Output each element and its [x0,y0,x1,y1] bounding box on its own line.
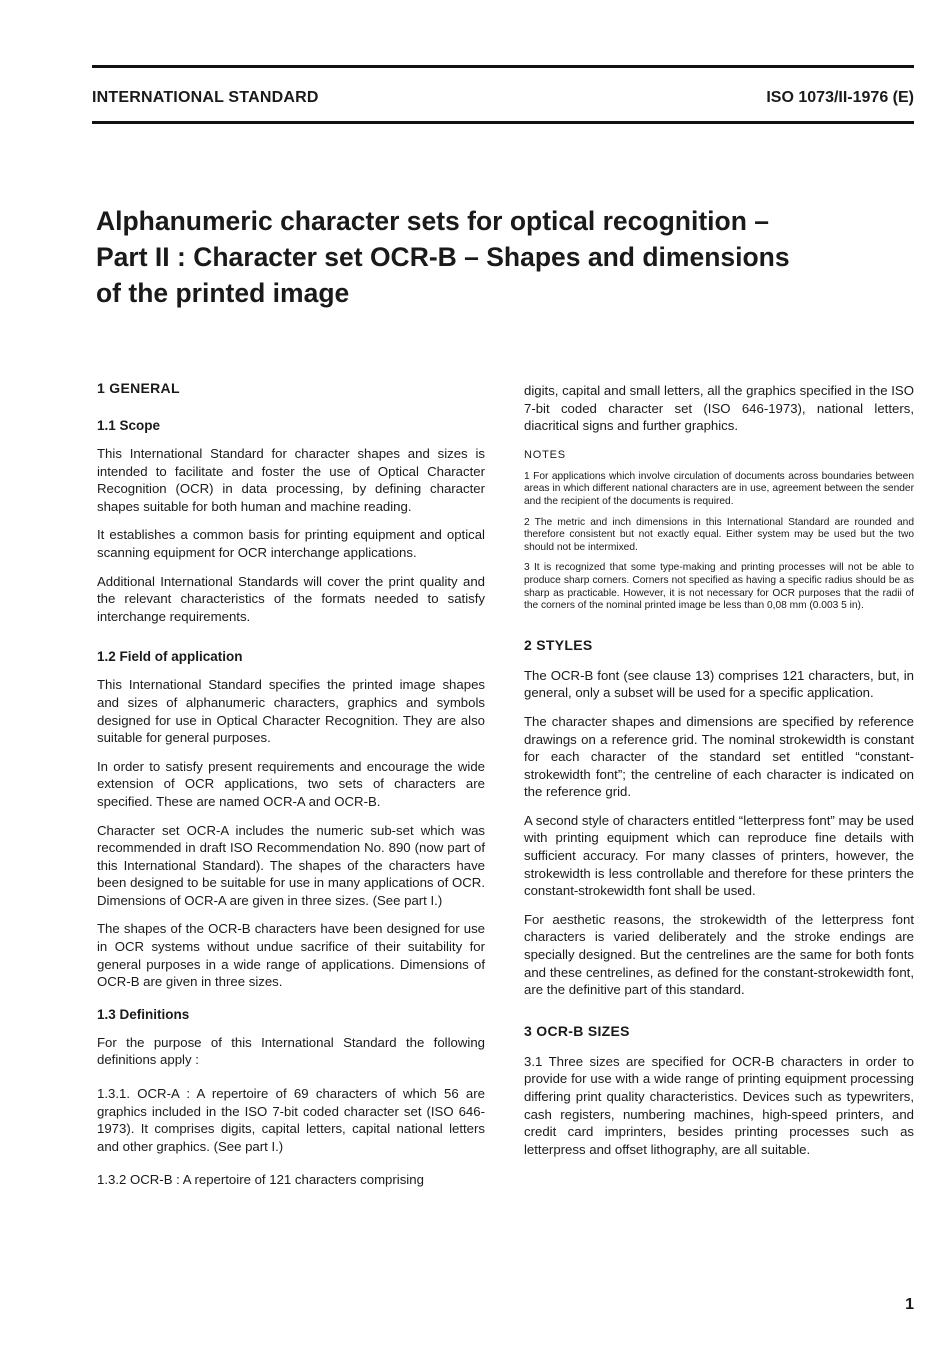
title-line-2: Part II : Character set OCR-B – Shapes and dimensions [96,242,790,272]
definition-ocr-a: 1.3.1. OCR-A : A repertoire of 69 characters of which 56 are graphics included in the ISO 7-bit coded character set (ISO 646-1973). It comprises digits, capital letters, capital national letters and other graphics. (See part I.) [97,1086,485,1154]
definitions-intro: For the purpose of this International Standard the following definitions apply : [97,1034,485,1068]
header-standard-label: INTERNATIONAL STANDARD [92,89,319,106]
section-1-3-heading: 1.3 Definitions [97,1006,190,1022]
left-column [97,380,485,1200]
page-number: 1 [905,1296,914,1313]
title-line-1: Alphanumeric character sets for optical recognition – [96,206,769,236]
section-1-2-heading: 1.2 Field of application [97,649,243,665]
scope-paragraph-3: Additional International Standards will cover the print quality and the relevant characteristics of the formats needed to satisfy interchange requirements. [97,573,485,624]
field-paragraph-4: The shapes of the OCR-B characters have been designed for use in OCR systems without undue sacrifice of their suitability for general purposes in a wide range of applications. Dimensions of OCR-B are given in three sizes. [97,921,485,990]
definition-ocr-b-continued: digits, capital and small letters, all the graphics specified in the ISO 7-bit coded character set (ISO 646-1973), national letters, diacritical signs and further graphics. [524,383,914,434]
sizes-paragraph-3-1: 3.1 Three sizes are specified for OCR-B characters in order to provide for use with a wide range of printing equipment processing differing print quality characteristics. Devices such as typewriters, cash registers, numbering machines, high-speed printers, and credit card imprinters, besides printing processes such as letterpress and offset lithography, are all suitable. [524,1053,914,1157]
styles-paragraph-3: A second style of characters entitled “letterpress font” may be used with printing equipment which can reproduce fine details with sufficient accuracy. For many classes of printers, however, the strokewidth is less controllable and therefore for these printers the constant-strokewidth font shall be used. [524,812,914,899]
section-3-heading: 3 OCR-B SIZES [524,1022,630,1039]
definition-ocr-b: 1.3.2 OCR-B : A repertoire of 121 characters comprising [97,1172,424,1188]
note-2: 2 The metric and inch dimensions in this International Standard are rounded and therefore consistent but not exactly equal. Either system may be used but the two should not be intermixed. [524,516,914,553]
title-line-3: of the printed image [96,278,350,308]
styles-paragraph-4: For aesthetic reasons, the strokewidth of the letterpress font characters is varied deliberately and the stroke endings are specially designed. But the centrelines are the same for both fonts and these centrelines, as defined for the constant-strokewidth font, are the definitive part of this standard. [524,911,914,998]
styles-paragraph-1: The OCR-B font (see clause 13) comprises 121 characters, but, in general, only a subset will be used for a specific application. [524,667,914,701]
note-1: 1 For applications which involve circulation of documents across boundaries between areas in which different national characters are in use, agreement between the sender and the recipient of the documents is required. [524,470,914,507]
section-1-heading: 1 GENERAL [97,380,180,396]
header-rule-top [92,65,914,68]
field-paragraph-3: Character set OCR-A includes the numeric sub-set which was recommended in draft ISO Recommendation No. 890 (now part of this International Standard). The shapes of the characters have been designed to be suitable for use in many applications of OCR. Dimensions of OCR-A are given in three sizes. (See part I.) [97,822,485,908]
header-document-number: ISO 1073/II-1976 (E) [766,89,914,106]
styles-paragraph-2: The character shapes and dimensions are specified by reference drawings on a reference grid. The nominal strokewidth is constant for each character of the standard set entitled “constant-strokewidth font”; the centreline of each character is indicated on the reference grid. [524,713,914,800]
section-2-heading: 2 STYLES [524,636,593,653]
document-title [96,203,896,311]
section-1-1-heading: 1.1 Scope [97,418,161,433]
right-column [524,382,914,1169]
header-rule-bottom [92,121,914,124]
scope-paragraph-2: It establishes a common basis for printing equipment and optical scanning equipment for OCR interchange applications. [97,527,485,560]
field-paragraph-1: This International Standard specifies the printed image shapes and sizes of alphanumeric characters, graphics and symbols designed for use in Optical Character Recognition. They are also suitable for general purposes. [97,677,485,746]
field-paragraph-2: In order to satisfy present requirements and encourage the wide extension of OCR applications, two sets of characters are specified. These are named OCR-A and OCR-B. [97,758,485,809]
scope-paragraph-1: This International Standard for character shapes and sizes is intended to facilitate and foster the use of Optical Character Recognition (OCR) in data processing, by defining character shapes suitable for both human and machine reading. [97,446,485,514]
notes-label: NOTES [524,448,566,461]
note-3: 3 It is recognized that some type-making and printing processes will not be able to produce sharp corners. Corners not specified as having a specific radius should be as sharp as practicable. However, it is not necessary for OCR purposes that the radii of the corners of the nominal printed image be less than 0,08 mm (0.003 5 in). [524,562,914,612]
